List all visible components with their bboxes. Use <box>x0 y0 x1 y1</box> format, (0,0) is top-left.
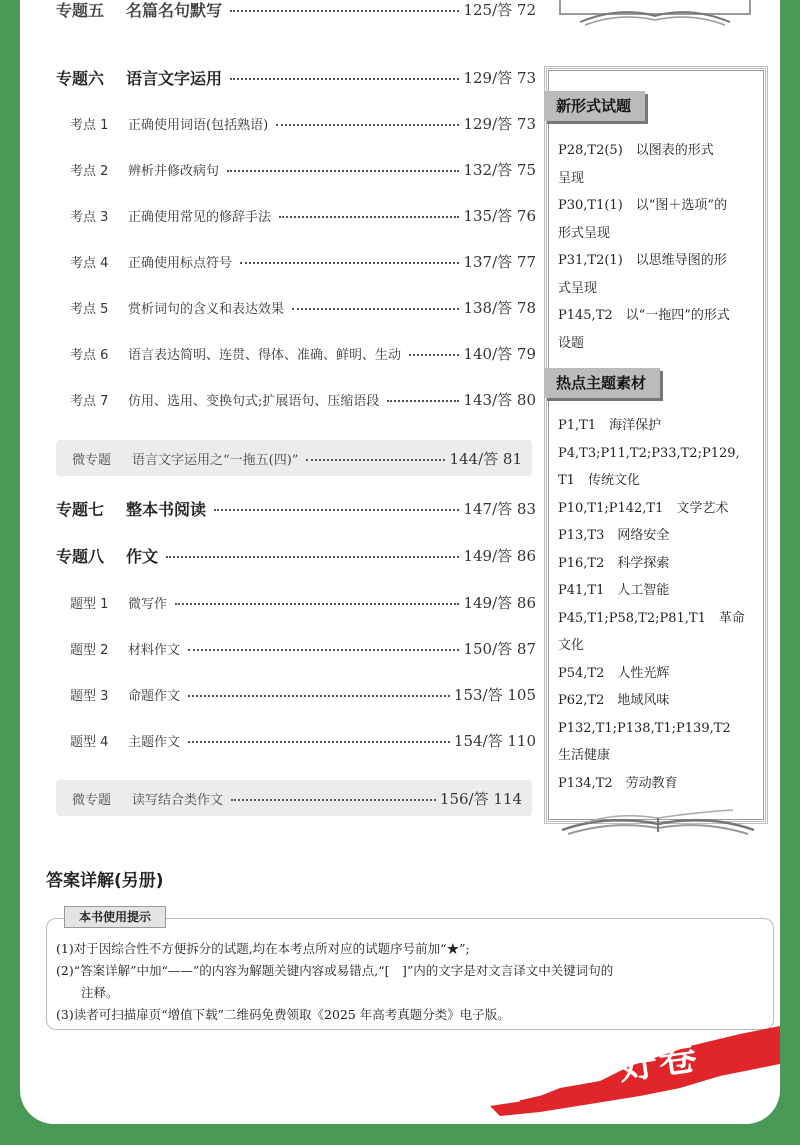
sidebar-line: 呈现 <box>558 170 585 186</box>
brand-logo: 好卷 <box>615 1033 702 1089</box>
sidebar-line: P132,T1;P138,T1;P139,T2 <box>558 720 731 736</box>
toc-item[interactable]: 题型 4 主题作文 154/答 110 <box>70 731 536 750</box>
toc-item[interactable]: 考点 1 正确使用词语(包括熟语) 129/答 73 <box>70 114 536 133</box>
sidebar-line: P31,T2(1) 以思维导图的形 <box>558 253 727 268</box>
sidebar-line: T1 传统文化 <box>558 473 640 488</box>
sidebar-line: 式呈现 <box>558 280 598 296</box>
hint-line: 注释。 <box>56 985 119 1000</box>
hint-line: (1)对于因综合性不方便拆分的试题,均在本考点所对应的试题序号前加“★”; <box>56 941 470 956</box>
hot-topic-list <box>558 412 758 797</box>
toc-micro-topic[interactable]: 微专题 读写结合类作文 156/答 114 <box>56 780 532 816</box>
sidebar-line: 形式呈现 <box>558 225 611 241</box>
sidebar-line: P134,T2 劳动教育 <box>558 775 678 791</box>
sidebar-line: 生活健康 <box>558 748 611 763</box>
sidebar-line: P10,T1;P142,T1 文学艺术 <box>558 500 729 516</box>
sidebar-line: 文化 <box>558 638 585 653</box>
toc-item[interactable]: 考点 7 仿用、选用、变换句式;扩展语句、压缩语段 143/答 80 <box>70 390 536 409</box>
sidebar-line: 设题 <box>558 335 585 351</box>
hint-line: (2)“答案详解”中加“——”的内容为解题关键内容或易错点,“[ ]”内的文字是对文言译文中关键词句的 <box>56 963 614 978</box>
toc-item[interactable]: 题型 1 微写作 149/答 86 <box>70 593 536 612</box>
toc-item[interactable]: 考点 2 辨析并修改病句 132/答 75 <box>70 160 536 179</box>
toc-topic-7[interactable]: 专题七 整本书阅读 147/答 83 <box>56 499 536 519</box>
sidebar-line: P62,T2 地域风味 <box>558 693 670 708</box>
hot-topic-tag: 热点主题素材 <box>544 368 660 398</box>
toc-topic-5[interactable]: 专题五 名篇名句默写 125/答 72 <box>56 0 536 20</box>
new-form-list <box>558 137 758 357</box>
sidebar-line: P16,T2 科学探索 <box>558 555 670 571</box>
toc-item[interactable]: 考点 3 正确使用常见的修辞手法 135/答 76 <box>70 206 536 225</box>
sidebar-line: P13,T3 网络安全 <box>558 528 670 543</box>
answers-title: 答案详解(另册) <box>46 871 164 891</box>
sidebar-line: P145,T2 以“一拖四”的形式 <box>558 308 730 323</box>
book-ornament-top <box>540 0 770 30</box>
hints-list <box>56 938 764 1026</box>
page <box>20 0 780 1124</box>
sidebar-line: P4,T3;P11,T2;P33,T2;P129, <box>558 445 740 461</box>
hints-tab: 本书使用提示 <box>64 906 166 928</box>
toc-item[interactable]: 考点 6 语言表达简明、连贯、得体、准确、鲜明、生动 140/答 79 <box>70 344 536 363</box>
toc-micro-topic[interactable]: 微专题 语言文字运用之“一拖五(四)” 144/答 81 <box>56 440 532 476</box>
toc-topic-8[interactable]: 专题八 作文 149/答 86 <box>56 546 536 566</box>
hint-line: (3)读者可扫描扉页“增值下载”二维码免费领取《2025 年高考真题分类》电子版。 <box>56 1007 510 1022</box>
sidebar-line: P45,T1;P58,T2;P81,T1 革命 <box>558 610 745 626</box>
sidebar-line: P30,T1(1) 以“图＋选项”的 <box>558 198 728 213</box>
toc-item[interactable]: 考点 5 赏析词句的含义和表达效果 138/答 78 <box>70 298 536 317</box>
sidebar-panel <box>544 70 768 838</box>
new-form-tag: 新形式试题 <box>544 91 645 121</box>
toc-topic-6[interactable]: 专题六 语言文字运用 129/答 73 <box>56 68 536 88</box>
sidebar-line: P41,T1 人工智能 <box>558 583 670 598</box>
sidebar-line: P54,T2 人性光辉 <box>558 665 670 681</box>
toc-item[interactable]: 考点 4 正确使用标点符号 137/答 77 <box>70 252 536 271</box>
toc-item[interactable]: 题型 3 命题作文 153/答 105 <box>70 685 536 704</box>
sidebar-line: P1,T1 海洋保护 <box>558 418 662 433</box>
sidebar-line: P28,T2(5) 以图表的形式 <box>558 143 714 158</box>
open-book-icon <box>558 804 758 838</box>
toc-item[interactable]: 题型 2 材料作文 150/答 87 <box>70 639 536 658</box>
